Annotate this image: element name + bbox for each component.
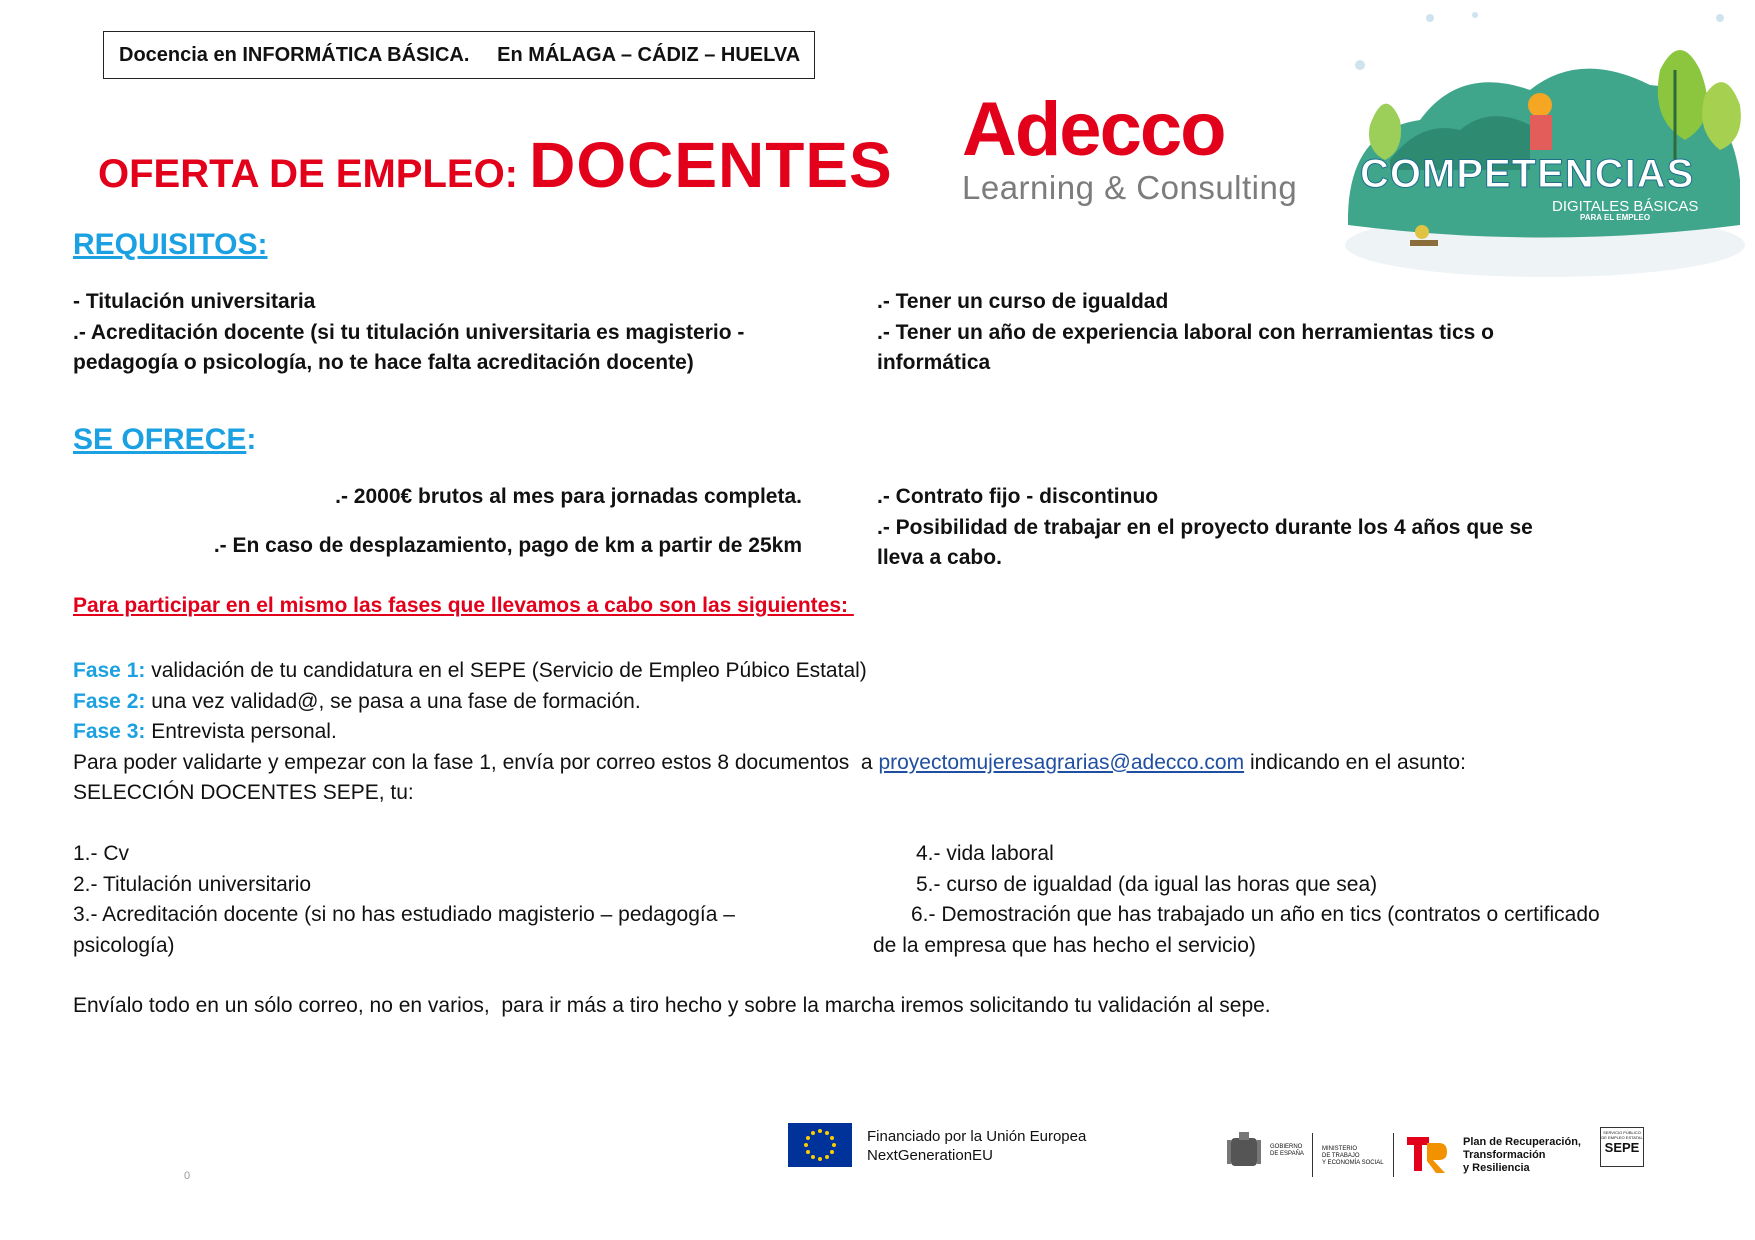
email-link[interactable]: proyectomujeresagrarias@adecco.com (878, 750, 1245, 774)
list-item: .- Tener un año de experiencia laboral con herramientas tics o (877, 320, 1494, 344)
adecco-subtitle: Learning & Consulting (962, 169, 1298, 206)
fase-label: Fase 1: (73, 659, 146, 682)
competencias-subtitle: DIGITALES BÁSICAS (1552, 198, 1699, 215)
ofrece-heading-text: SE OFRECE (73, 423, 247, 456)
gobierno-text: GOBIERNO DE ESPAÑA (1270, 1144, 1304, 1157)
closing-text: Envíalo todo en un sólo correo, no en varios, para ir más a tiro hecho y sobre la marcha iremos solicitando tu validación al sepe. (73, 994, 1271, 1017)
fases-intro: Para participar en el mismo las fases que llevamos a cabo son las siguientes: (73, 594, 854, 617)
fase-label: Fase 2: (73, 689, 146, 713)
ofrece-right (877, 482, 1533, 574)
list-item: .- Acreditación docente (si tu titulación universitaria es magisterio - (73, 320, 745, 344)
fases-list (73, 656, 1466, 809)
title-main: DOCENTES (529, 129, 893, 201)
competencias-illustration (1330, 10, 1755, 280)
list-item: - Titulación universitaria (73, 290, 316, 313)
list-item: 4.- vida laboral (916, 842, 1054, 865)
list-item: de la empresa que has hecho el servicio) (873, 933, 1256, 957)
list-item: .- Posibilidad de trabajar en el proyecto durante los 4 años que se (877, 515, 1533, 539)
competencias-subtitle-2: PARA EL EMPLEO (1580, 213, 1651, 222)
page-title (98, 128, 893, 202)
spain-coat-of-arms-icon (1227, 1130, 1261, 1175)
fase-item (73, 687, 1466, 718)
title-prefix: OFERTA DE EMPLEO: (98, 152, 530, 196)
list-item: 3.- Acreditación docente (si no has estudiado magisterio – pedagogía – (73, 903, 735, 926)
documentos-right (873, 839, 1600, 961)
eu-flag-icon (788, 1123, 852, 1167)
requisitos-left (73, 287, 744, 379)
divider (1312, 1133, 1313, 1177)
ofrece-left-2: .- En caso de desplazamiento, pago de km a partir de 25km (213, 534, 802, 557)
plan-text (1463, 1136, 1581, 1175)
requisitos-heading (73, 228, 267, 262)
send-pre: Para poder validarte y empezar con la fase 1, envía por correo estos 8 documentos a (73, 750, 879, 774)
eu-funding-text (867, 1127, 1086, 1165)
plan-line-1: Plan de Recuperación, (1463, 1136, 1581, 1148)
location-banner: Docencia en INFORMÁTICA BÁSICA. En MÁLAGA – CÁDIZ – HUELVA (103, 31, 815, 79)
list-item: informática (877, 351, 991, 374)
divider (1393, 1133, 1394, 1177)
email-subject: SELECCIÓN DOCENTES SEPE, tu: (73, 781, 414, 804)
send-instructions (73, 748, 1466, 779)
list-item: 6.- Demostración que has trabajado un año en tics (contratos o certificado (911, 903, 1600, 926)
list-item: lleva a cabo. (877, 546, 1002, 569)
fase-item (73, 656, 1466, 687)
list-item: 5.- curso de igualdad (da igual las horas que sea) (916, 872, 1378, 896)
ofrece-left-1: .- 2000€ brutos al mes para jornadas completa. (335, 485, 802, 508)
prtr-logo-icon (1405, 1133, 1449, 1180)
fase-item (73, 717, 1466, 748)
list-item: 1.- Cv (73, 842, 130, 865)
ofrece-heading-colon: : (246, 423, 257, 456)
adecco-brand: Adecco (962, 87, 1225, 172)
ministerio-text: MINISTERIO DE TRABAJO Y ECONOMÍA SOCIAL (1322, 1146, 1384, 1166)
competencias-logo (1330, 10, 1755, 280)
plan-line-3: y Resiliencia (1463, 1162, 1530, 1174)
list-item: psicología) (73, 933, 175, 957)
list-item: pedagogía o psicología, no te hace falta acreditación docente) (73, 351, 694, 374)
fase-label: Fase 3: (73, 720, 146, 743)
ofrece-heading (73, 423, 256, 457)
sepe-logo (1600, 1127, 1644, 1167)
list-item: .- Tener un curso de igualdad (877, 290, 1169, 313)
eu-line-1: Financiado por la Unión Europea (867, 1128, 1087, 1145)
fase-text: una vez validad@, se pasa a una fase de formación. (145, 689, 641, 713)
fase-text: Entrevista personal. (145, 720, 337, 743)
sepe-text: SEPE (1604, 1140, 1640, 1155)
eu-line-2: NextGenerationEU (867, 1147, 993, 1164)
fase-text: validación de tu candidatura en el SEPE (Servicio de Empleo Púbico Estatal) (145, 659, 867, 682)
plan-line-2: Transformación (1463, 1149, 1546, 1161)
requisitos-right (877, 287, 1494, 379)
list-item: 2.- Titulación universitario (73, 872, 312, 896)
list-item: .- Contrato fijo - discontinuo (877, 485, 1159, 508)
sepe-small-text: SERVICIO PÚBLICO DE EMPLEO ESTATAL (1601, 1130, 1643, 1140)
page-mark: 0 (184, 1170, 191, 1182)
send-post: indicando en el asunto: (1244, 750, 1466, 774)
competencias-title: COMPETENCIAS (1360, 152, 1695, 196)
documentos-left (73, 839, 735, 961)
adecco-logo (962, 87, 1298, 206)
requisitos-heading-text: REQUISITOS: (73, 228, 268, 261)
